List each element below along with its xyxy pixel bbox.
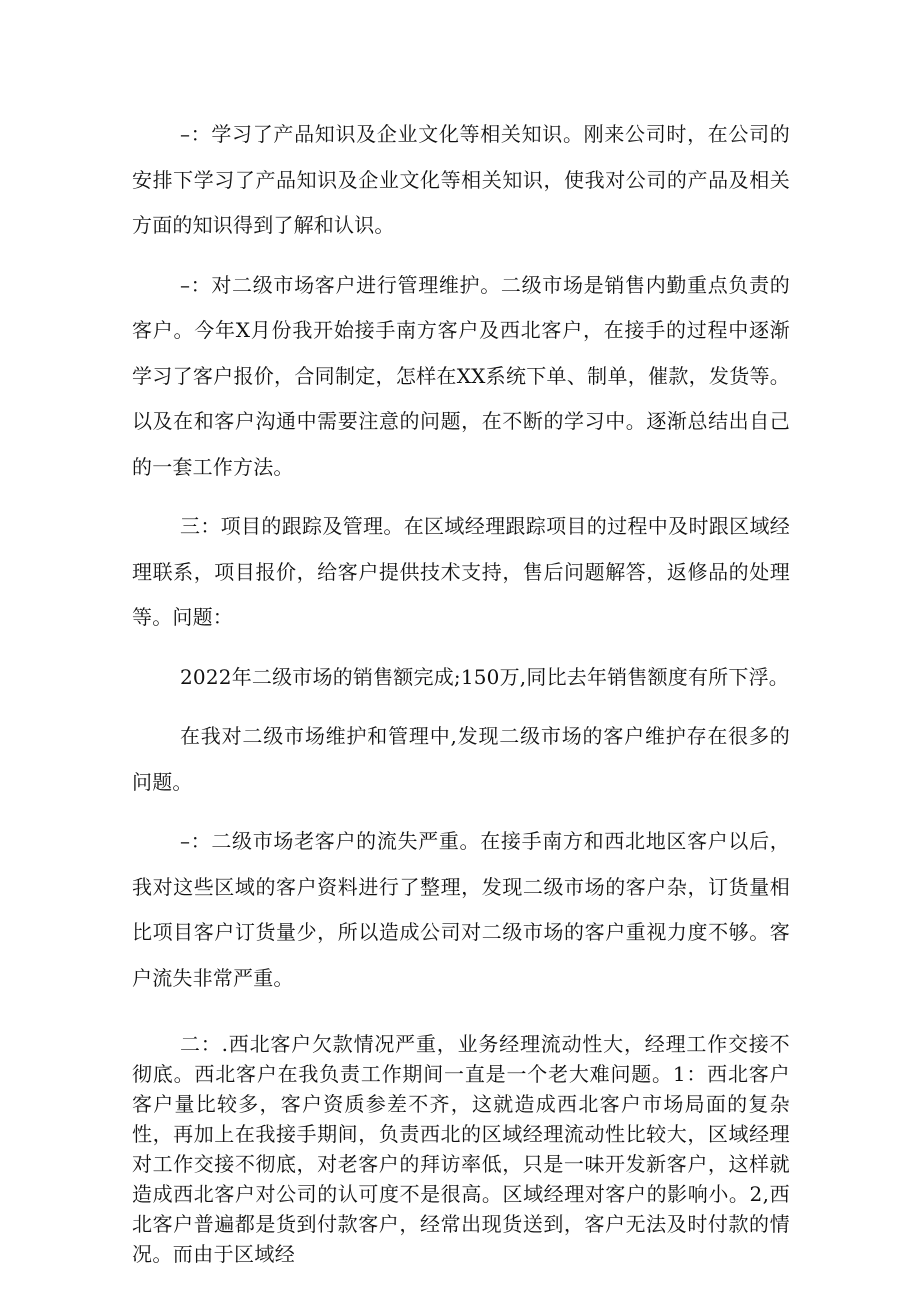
- paragraph-customer-loss: –：二级市场老客户的流失严重。在接手南方和西北地区客户以后，我对这些区域的客户资料进行了整理，发现二级市场的客户杂，订货量相比项目客户订货量少，所以造成公司对二级市场的客户重视力度不够。客户流失非常严重。: [132, 829, 790, 990]
- paragraph-northwest-arrears: 二：.西北客户欠款情况严重，业务经理流动性大，经理工作交接不彻底。西北客户在我负责工作期间一直是一个老大难问题。1：西北客户客户量比较多，客户资质参差不齐，这就造成西北客户市场局面的复杂性，再加上在我接手期间，负责西北的区域经理流动性比较大，区域经理对工作交接不彻底，对老客户的拜访率低，只是一味开发新客户，这样就造成西北客户对公司的认可度不是很高。区域经理对客户的影响小。2,西北客户普遍都是货到付款客户，经常出现货送到，客户无法及时付款的情况。而由于区域经: [132, 1032, 790, 1266]
- paragraph-project-tracking: 三：项目的跟踪及管理。在区域经理跟踪项目的过程中及时跟区域经理联系，项目报价，给客户提供技术支持，售后问题解答，返修品的处理等。问题：: [132, 514, 790, 629]
- paragraph-sales-figure: 2022年二级市场的销售额完成;150万,同比去年销售额度有所下浮。: [180, 664, 789, 689]
- paragraph-secondary-market-maintenance: –：对二级市场客户进行管理维护。二级市场是销售内勤重点负责的客户。今年X月份我开始接手南方客户及西北客户，在接手的过程中逐渐学习了客户报价，合同制定，怎样在XX系统下单、制单，催款，发货等。以及在和客户沟通中需要注意的问题，在不断的学习中。逐渐总结出自己的一套工作方法。: [132, 272, 790, 479]
- paragraph-product-knowledge: –：学习了产品知识及企业文化等相关知识。刚来公司时，在公司的安排下学习了产品知识及企业文化等相关知识，使我对公司的产品及相关方面的知识得到了解和认识。: [132, 122, 790, 237]
- paragraph-problems-intro: 在我对二级市场维护和管理中,发现二级市场的客户维护存在很多的问题。: [132, 724, 790, 794]
- document-body: [132, 112, 790, 1269]
